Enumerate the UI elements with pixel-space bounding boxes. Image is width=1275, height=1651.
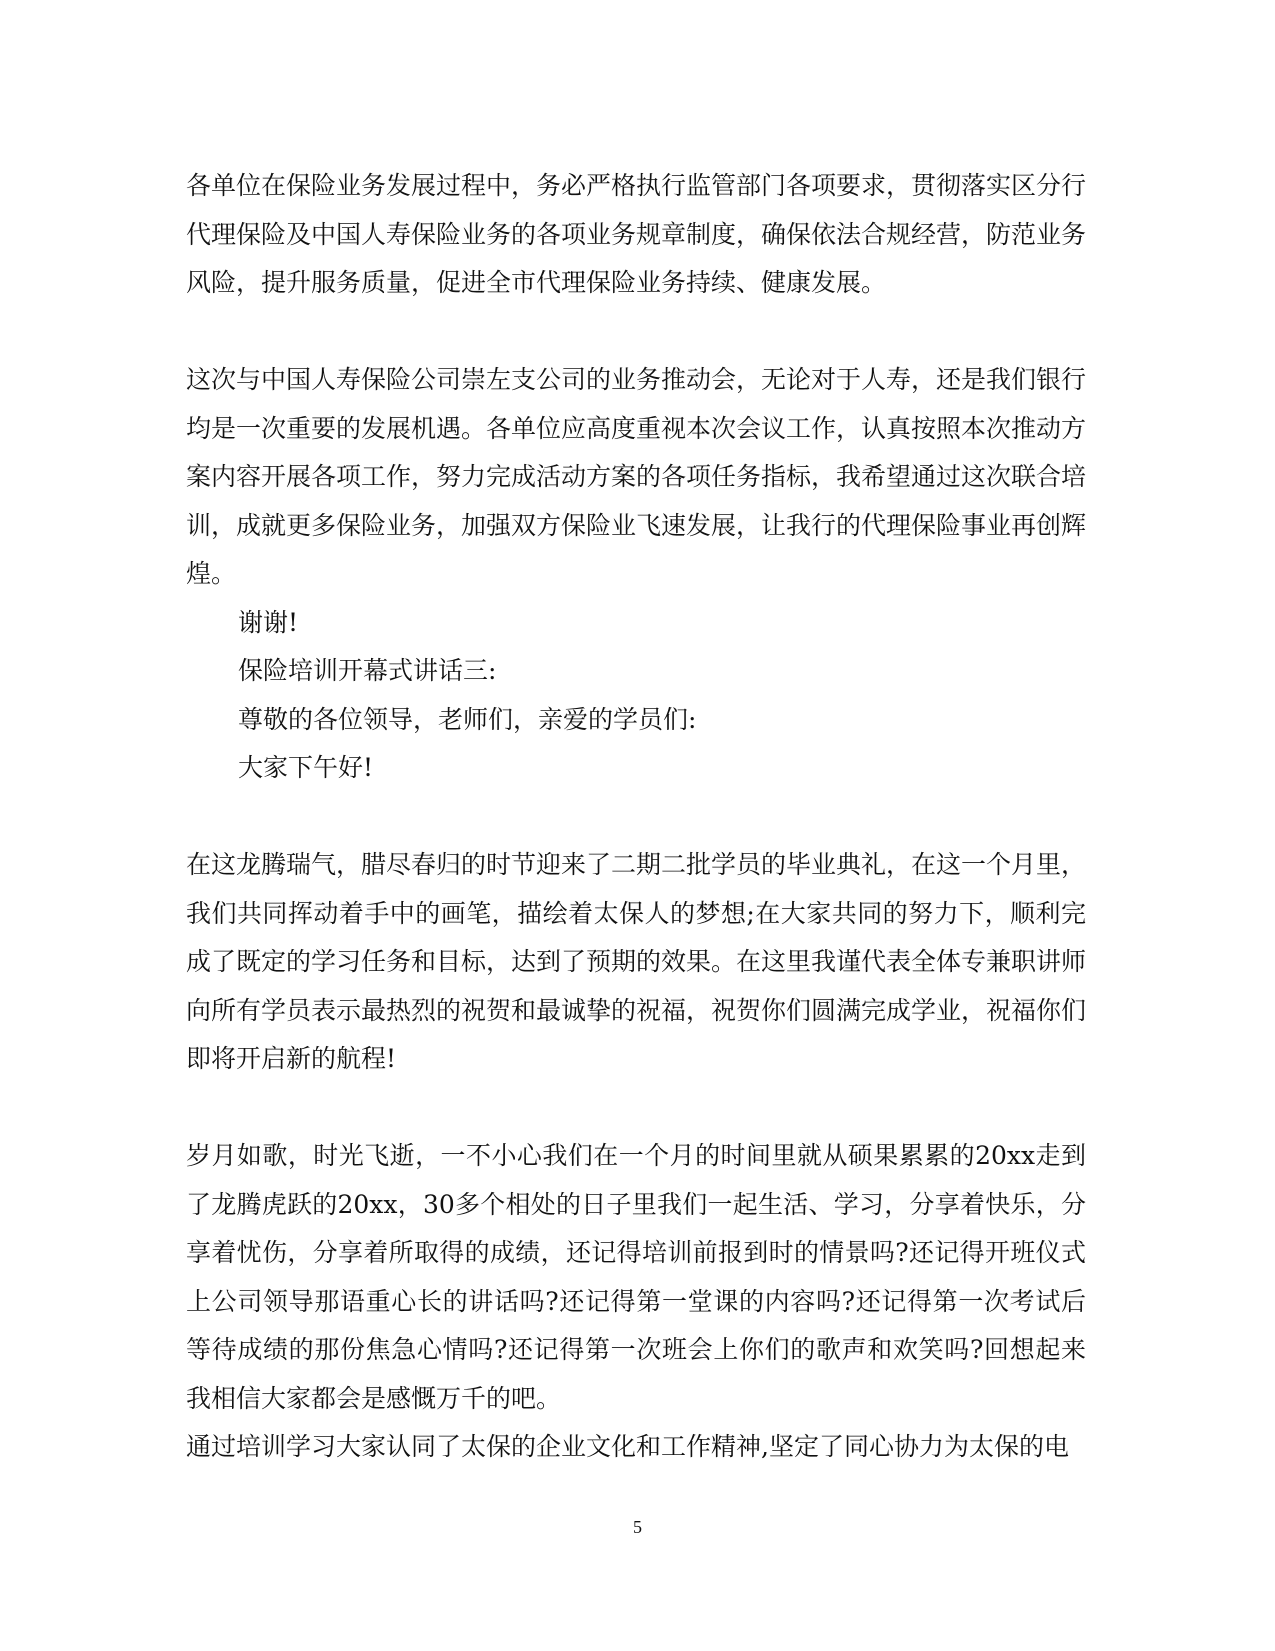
greeting-line: 大家下午好!	[238, 753, 374, 782]
paragraph-gap	[186, 308, 1086, 357]
salutation-line: 尊敬的各位领导，老师们，亲爱的学员们:	[238, 704, 697, 734]
section-title: 保险培训开幕式讲话三:	[238, 656, 497, 685]
page-number: 5	[633, 1517, 642, 1537]
paragraph-4: 岁月如歌，时光飞逝，一不小心我们在一个月的时间里就从硕果累累的20xx走到了龙腾虎跃的20xx，30多个相处的日子里我们一起生活、学习，分享着快乐，分享着忧伤，分享着所取得的成绩，还记得培训前报到时的情景吗?还记得开班仪式上公司领导那语重心长的讲话吗?还记得第一堂课的内容吗?还记得第一次考试后等待成绩的那份焦急心情吗?还记得第一次班会上你们的歌声和欢笑吗?回想起来我相信大家都会是感慨万千的吧。	[186, 1141, 1086, 1413]
document-body	[186, 162, 1086, 1472]
paragraph-gap	[186, 793, 1086, 842]
paragraph-2: 这次与中国人寿保险公司崇左支公司的业务推动会，无论对于人寿，还是我们银行均是一次重要的发展机遇。各单位应高度重视本次会议工作，认真按照本次推动方案内容开展各项工作，努力完成活动方案的各项任务指标，我希望通过这次联合培训，成就更多保险业务，加强双方保险业飞速发展，让我行的代理保险事业再创辉煌。	[186, 365, 1087, 588]
paragraph-5: 通过培训学习大家认同了太保的企业文化和工作精神,坚定了同心协力为太保的电	[186, 1432, 1069, 1461]
paragraph-3: 在这龙腾瑞气，腊尽春归的时节迎来了二期二批学员的毕业典礼，在这一个月里，我们共同挥动着手中的画笔，描绘着太保人的梦想;在大家共同的努力下，顺利完成了既定的学习任务和目标，达到了预期的效果。在这里我谨代表全体专兼职讲师向所有学员表示最热烈的祝贺和最诚挚的祝福，祝贺你们圆满完成学业，祝福你们即将开启新的航程!	[186, 850, 1087, 1073]
thanks-line: 谢谢!	[238, 607, 299, 637]
paragraph-gap	[186, 1084, 1086, 1133]
paragraph-1: 各单位在保险业务发展过程中，务必严格执行监管部门各项要求，贯彻落实区分行代理保险及中国人寿保险业务的各项业务规章制度，确保依法合规经营，防范业务风险，提升服务质量，促进全市代理保险业务持续、健康发展。	[186, 171, 1087, 297]
